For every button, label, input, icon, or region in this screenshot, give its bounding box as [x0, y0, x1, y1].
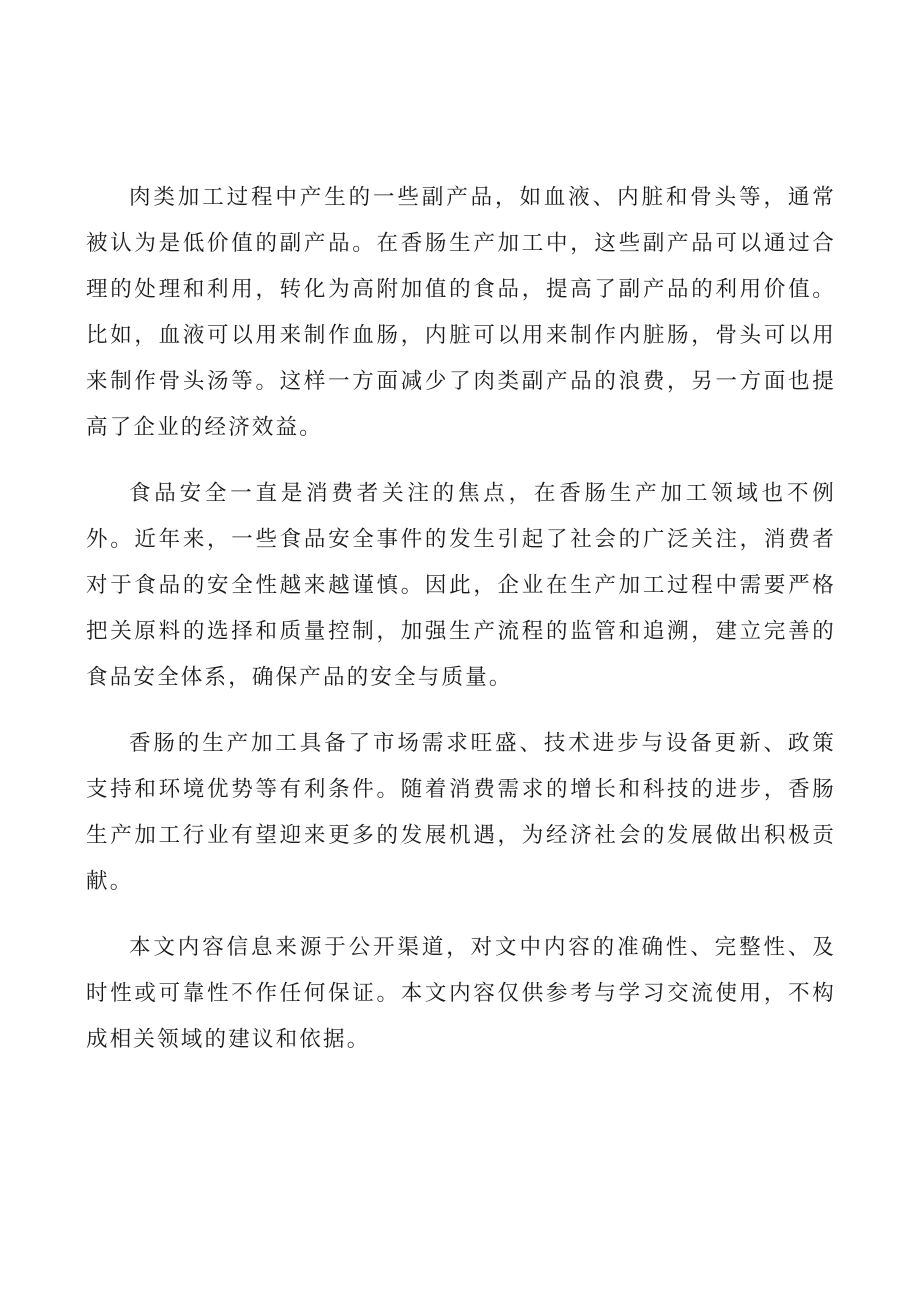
paragraph-food-safety: 食品安全一直是消费者关注的焦点，在香肠生产加工领域也不例外。近年来，一些食品安全事件的发生引起了社会的广泛关注，消费者对于食品的安全性越来越谨慎。因此，企业在生产加工过程中需要严格把关原料的选择和质量控制，加强生产流程的监管和追溯，建立完善的食品安全体系，确保产品的安全与质量。 [86, 481, 836, 690]
paragraph-disclaimer: 本文内容信息来源于公开渠道，对文中内容的准确性、完整性、及时性或可靠性不作任何保证。本文内容仅供参考与学习交流使用，不构成相关领域的建议和依据。 [86, 935, 836, 1052]
paragraph-favorable-conditions: 香肠的生产加工具备了市场需求旺盛、技术进步与设备更新、政策支持和环境优势等有利条件。随着消费需求的增长和科技的进步，香肠生产加工行业有望迎来更多的发展机遇，为经济社会的发展做出积极贡献。 [86, 731, 836, 894]
document-body [86, 175, 836, 1083]
paragraph-byproducts: 肉类加工过程中产生的一些副产品，如血液、内脏和骨头等，通常被认为是低价值的副产品。在香肠生产加工中，这些副产品可以通过合理的处理和利用，转化为高附加值的食品，提高了副产品的利用价值。比如，血液可以用来制作血肠，内脏可以用来制作内脏肠，骨头可以用来制作骨头汤等。这样一方面减少了肉类副产品的浪费，另一方面也提高了企业的经济效益。 [86, 185, 836, 440]
